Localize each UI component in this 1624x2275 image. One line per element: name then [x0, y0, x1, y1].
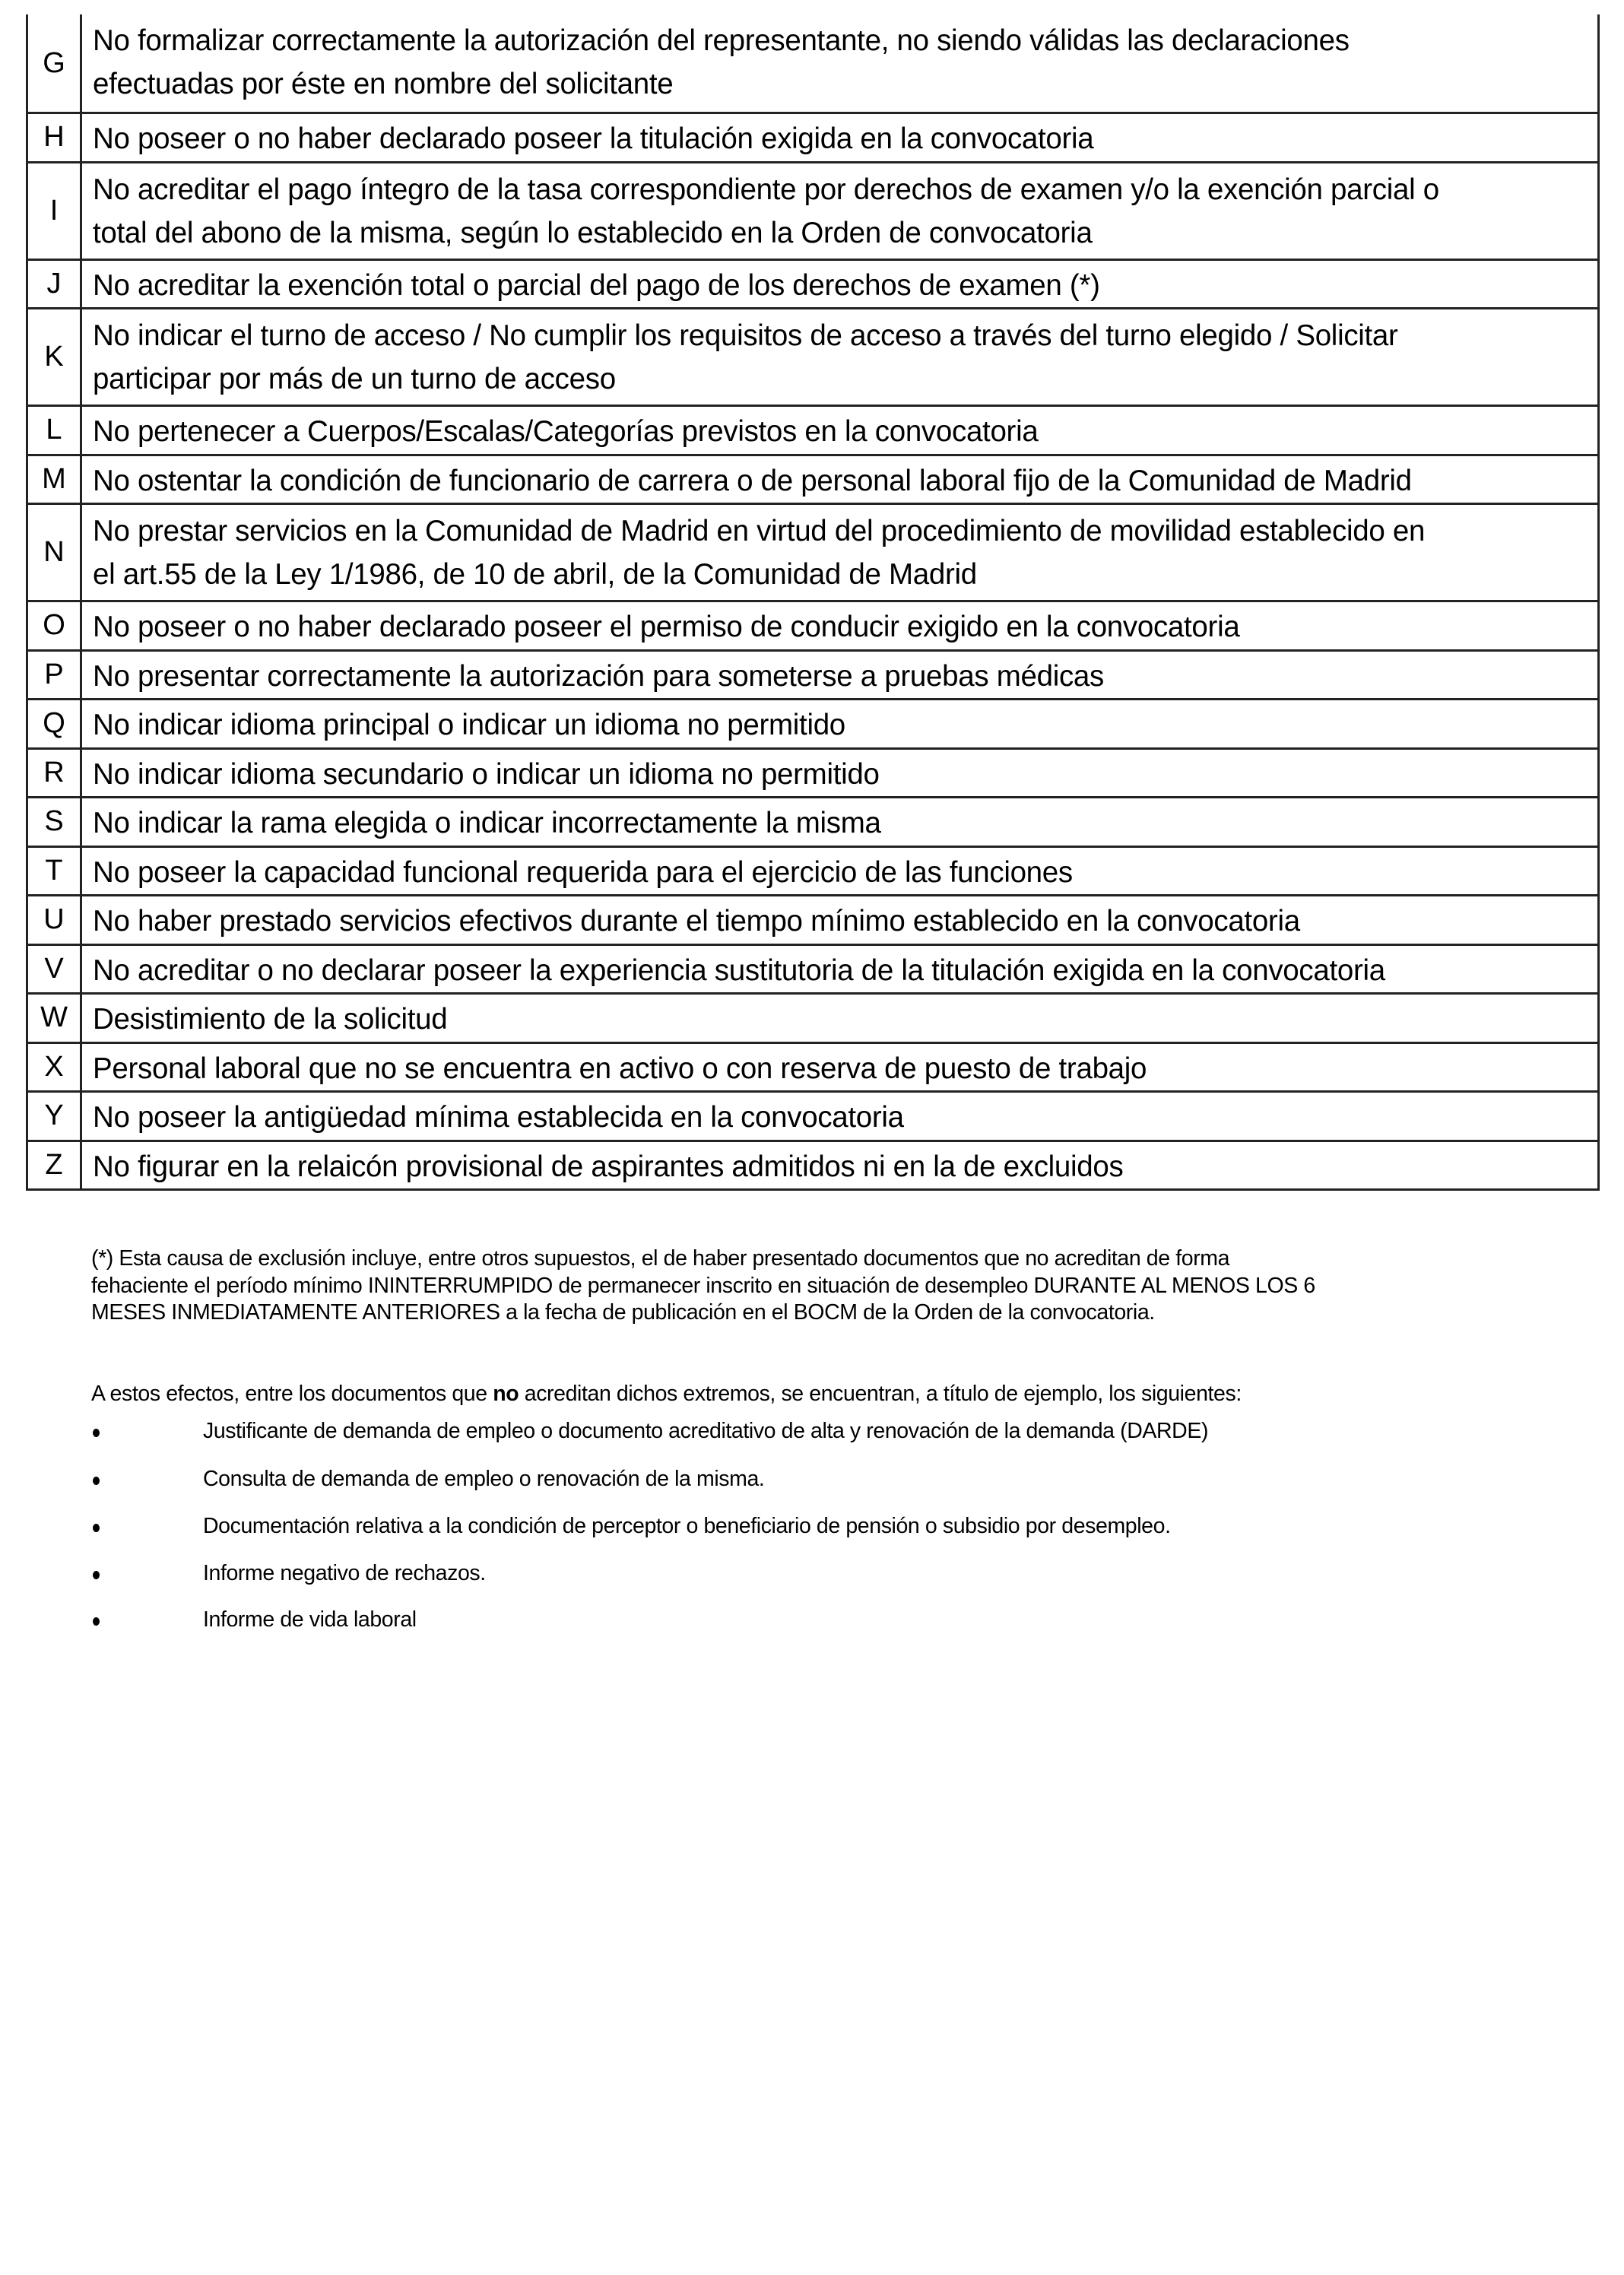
- exclusion-description: [82, 114, 1597, 161]
- exclusion-code: G: [28, 14, 82, 112]
- exclusion-description: [82, 602, 1597, 649]
- description-line: No acreditar o no declarar poseer la experiencia sustitutoria de la titulación exigida en la convocatoria: [93, 953, 1385, 987]
- table-row: [28, 1090, 1597, 1140]
- exclusion-description: [82, 896, 1597, 944]
- exclusion-description: [82, 946, 1597, 993]
- description-line: No indicar el turno de acceso / No cumplir los requisitos de acceso a través del turno elegido / Solicitar: [93, 319, 1398, 352]
- exclusion-description: [82, 652, 1597, 699]
- intro-text: acreditan dichos extremos, se encuentran, a título de ejemplo, los siguientes:: [519, 1382, 1242, 1406]
- exclusion-code: V: [28, 946, 82, 993]
- table-row: [28, 649, 1597, 699]
- intro-emphasis: no: [493, 1382, 519, 1406]
- exclusion-description: [82, 1044, 1597, 1091]
- list-item-text: Informe negativo de rechazos.: [203, 1561, 486, 1585]
- exclusion-description: [82, 505, 1597, 600]
- exclusion-code: H: [28, 114, 82, 161]
- exclusion-description: [82, 848, 1597, 895]
- description-line: No poseer o no haber declarado poseer el permiso de conducir exigido en la convocatoria: [93, 611, 1240, 643]
- exclusion-code: O: [28, 602, 82, 649]
- description-line: No indicar la rama elegida o indicar incorrectamente la misma: [93, 807, 881, 839]
- exclusion-code: N: [28, 505, 82, 600]
- table-row: [28, 503, 1597, 600]
- table-row: [28, 1140, 1597, 1189]
- exclusion-code: K: [28, 309, 82, 405]
- description-line: total del abono de la misma, según lo establecido en la Orden de convocatoria: [93, 216, 1093, 249]
- description-line: No figurar en la relaicón provisional de aspirantes admitidos ni en la de excluidos: [93, 1150, 1124, 1183]
- footnote: [91, 1245, 1315, 1327]
- description-line: participar por más de un turno de acceso: [93, 363, 616, 395]
- table-row: [28, 796, 1597, 846]
- exclusion-code: J: [28, 261, 82, 308]
- description-line: No poseer la capacidad funcional requerida para el ejercicio de las funciones: [93, 855, 1073, 889]
- exclusion-code: I: [28, 163, 82, 259]
- description-line: No pertenecer a Cuerpos/Escalas/Categorías previstos en la convocatoria: [93, 415, 1039, 448]
- list-item-text: Documentación relativa a la condición de perceptor o beneficiario de pensión o subsidio por desempleo.: [203, 1514, 1171, 1538]
- exclusion-description: [82, 309, 1597, 405]
- exclusion-code: S: [28, 798, 82, 846]
- exclusion-description: [82, 995, 1597, 1042]
- table-row: [28, 992, 1597, 1042]
- table-row: [28, 944, 1597, 993]
- table-row: [28, 698, 1597, 747]
- exclusion-description: [82, 1093, 1597, 1140]
- table-row: [28, 259, 1597, 308]
- exclusion-code: W: [28, 995, 82, 1042]
- description-line: No presentar correctamente la autorización para someterse a pruebas médicas: [93, 659, 1104, 693]
- exclusion-code: U: [28, 896, 82, 944]
- exclusion-description: [82, 750, 1597, 797]
- description-line: No indicar idioma secundario o indicar un idioma no permitido: [93, 757, 880, 791]
- description-line: No poseer o no haber declarado poseer la titulación exigida en la convocatoria: [93, 122, 1094, 155]
- table-row: [28, 600, 1597, 649]
- exclusion-code: Y: [28, 1093, 82, 1140]
- description-line: efectuadas por éste en nombre del solicitante: [93, 68, 674, 100]
- bullet-icon: [93, 1429, 100, 1437]
- exclusion-description: [82, 456, 1597, 503]
- exclusion-description: [82, 14, 1597, 112]
- exclusion-code: X: [28, 1044, 82, 1091]
- table-row: [28, 14, 1597, 112]
- exclusion-code: L: [28, 407, 82, 454]
- exclusion-causes-table: [26, 14, 1600, 1191]
- table-row: [28, 846, 1597, 895]
- description-line: No haber prestado servicios efectivos durante el tiempo mínimo establecido en la convocatoria: [93, 905, 1300, 938]
- exclusion-description: [82, 798, 1597, 846]
- exclusion-code: R: [28, 750, 82, 797]
- exclusion-code: P: [28, 652, 82, 699]
- description-line: el art.55 de la Ley 1/1986, de 10 de abril, de la Comunidad de Madrid: [93, 558, 977, 591]
- description-line: No acreditar el pago íntegro de la tasa correspondiente por derechos de examen y/o la exención parcial o: [93, 173, 1439, 206]
- footnote-line: fehaciente el período mínimo ININTERRUMPIDO de permanecer inscrito en situación de desempleo DURANTE AL MENOS LOS 6: [91, 1273, 1315, 1298]
- exclusion-description: [82, 700, 1597, 747]
- description-line: No poseer la antigüedad mínima establecida en la convocatoria: [93, 1101, 904, 1134]
- bullet-icon: [93, 1571, 100, 1579]
- description-line: No acreditar la exención total o parcial del pago de los derechos de examen (*): [93, 268, 1100, 302]
- exclusion-code: T: [28, 848, 82, 895]
- table-row: [28, 112, 1597, 161]
- description-line: Personal laboral que no se encuentra en activo o con reserva de puesto de trabajo: [93, 1052, 1147, 1085]
- bullet-icon: [93, 1477, 100, 1485]
- table-row: [28, 894, 1597, 944]
- footnote-line: MESES INMEDIATAMENTE ANTERIORES a la fecha de publicación en el BOCM de la Orden de la convocatoria.: [91, 1300, 1155, 1325]
- exclusion-code: Q: [28, 700, 82, 747]
- exclusion-code: Z: [28, 1142, 82, 1189]
- footnote-line: (*) Esta causa de exclusión incluye, entre otros supuestos, el de haber presentado documentos que no acreditan de forma: [91, 1246, 1230, 1271]
- exclusion-description: [82, 1142, 1597, 1189]
- bullet-icon: [93, 1617, 100, 1626]
- table-row: [28, 307, 1597, 405]
- bullet-icon: [93, 1524, 100, 1532]
- exclusion-description: [82, 407, 1597, 454]
- exclusion-code: M: [28, 456, 82, 503]
- table-row: [28, 405, 1597, 454]
- list-item-text: Informe de vida laboral: [203, 1607, 417, 1632]
- examples-intro: [91, 1381, 1242, 1408]
- exclusion-description: [82, 261, 1597, 308]
- table-row: [28, 747, 1597, 797]
- description-line: No ostentar la condición de funcionario de carrera o de personal laboral fijo de la Comunidad de Madrid: [93, 464, 1412, 497]
- table-row: [28, 454, 1597, 503]
- list-item-text: Justificante de demanda de empleo o documento acreditativo de alta y renovación de la demanda (DARDE): [203, 1419, 1209, 1443]
- description-line: No prestar servicios en la Comunidad de Madrid en virtud del procedimiento de movilidad establecido en: [93, 515, 1426, 547]
- description-line: Desistimiento de la solicitud: [93, 1003, 448, 1036]
- intro-text: A estos efectos, entre los documentos que: [91, 1382, 493, 1406]
- description-line: No formalizar correctamente la autorización del representante, no siendo válidas las declaraciones: [93, 24, 1350, 57]
- list-item-text: Consulta de demanda de empleo o renovación de la misma.: [203, 1467, 765, 1491]
- table-row: [28, 161, 1597, 259]
- table-row: [28, 1042, 1597, 1091]
- description-line: No indicar idioma principal o indicar un idioma no permitido: [93, 709, 845, 741]
- exclusion-description: [82, 163, 1597, 259]
